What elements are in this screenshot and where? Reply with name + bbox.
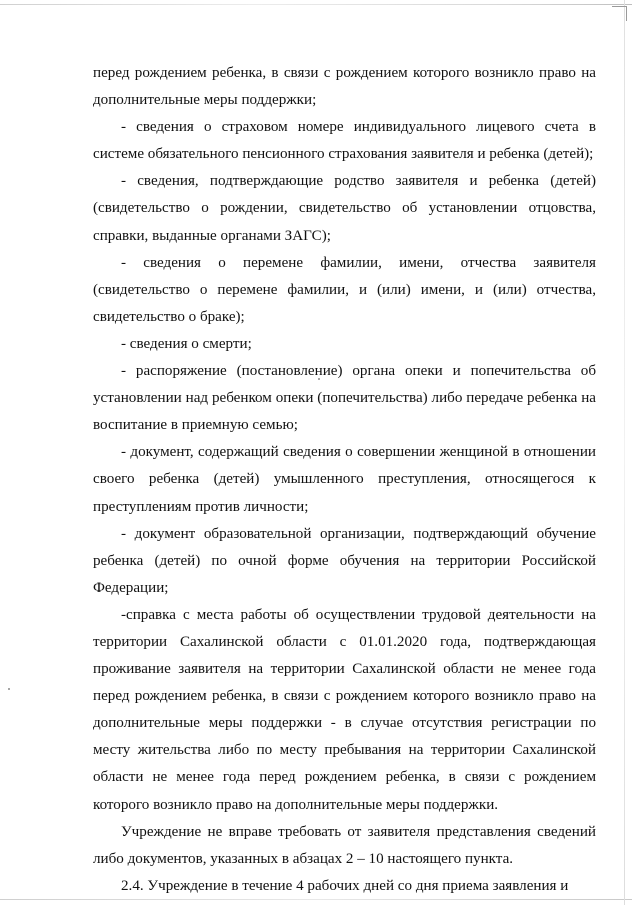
list-item-guardianship: - распоряжение (постановление) органа опеки и попечительства об установлении над ребенком опеки (попечительства) либо передаче ребенка на воспитание в приемную семью; [93,363,596,434]
document-body [93,60,596,900]
paragraph-restriction: Учреждение не вправе требовать от заявителя представления сведений либо документов, указанных в абзацах 2 – 10 настоящего пункта. [93,823,596,867]
scan-corner-mark [612,6,627,21]
list-item-death: - сведения о смерти; [121,335,252,352]
scan-edge-top [0,4,632,5]
list-item-snils: - сведения о страховом номере индивидуального лицевого счета в системе обязательного пенсионного страхования заявителя и ребенка (детей); [93,119,596,163]
paragraph-continuation: перед рождением ребенка, в связи с рождением которого возникло право на дополнительные меры поддержки; [93,65,596,109]
list-item-work-certificate: -справка с места работы об осуществлении трудовой деятельности на территории Сахалинской области с 01.01.2020 года, подтверждающая проживание заявителя на территории Сахалинской области не менее года перед рождением ребенка, в связи с рождением которого возникло право на дополнительные меры поддержки - в случае отсутствия регистрации по месту жительства либо по месту пребывания на территории Сахалинской области не менее года перед рождением ребенка, в связи с рождением которого возникло право на дополнительные меры поддержки. [93,606,596,813]
scan-speck [8,688,10,690]
list-item-education: - документ образовательной организации, подтверждающий обучение ребенка (детей) по очной форме обучения на территории Российской Федерации; [93,525,596,596]
list-item-name-change: - сведения о перемене фамилии, имени, отчества заявителя (свидетельство о перемене фамилии, и (или) имени, и (или) отчества, свидетельство о браке); [93,254,596,325]
paragraph-2-4: 2.4. Учреждение в течение 4 рабочих дней со дня приема заявления и [121,877,569,894]
list-item-kinship: - сведения, подтверждающие родство заявителя и ребенка (детей) (свидетельство о рождении, свидетельство об установлении отцовства, справки, выданные органами ЗАГС); [93,173,596,244]
scan-edge-right [624,0,625,905]
list-item-crime: - документ, содержащий сведения о совершении женщиной в отношении своего ребенка (детей) умышленного преступления, относящегося к преступлениям против личности; [93,444,596,515]
